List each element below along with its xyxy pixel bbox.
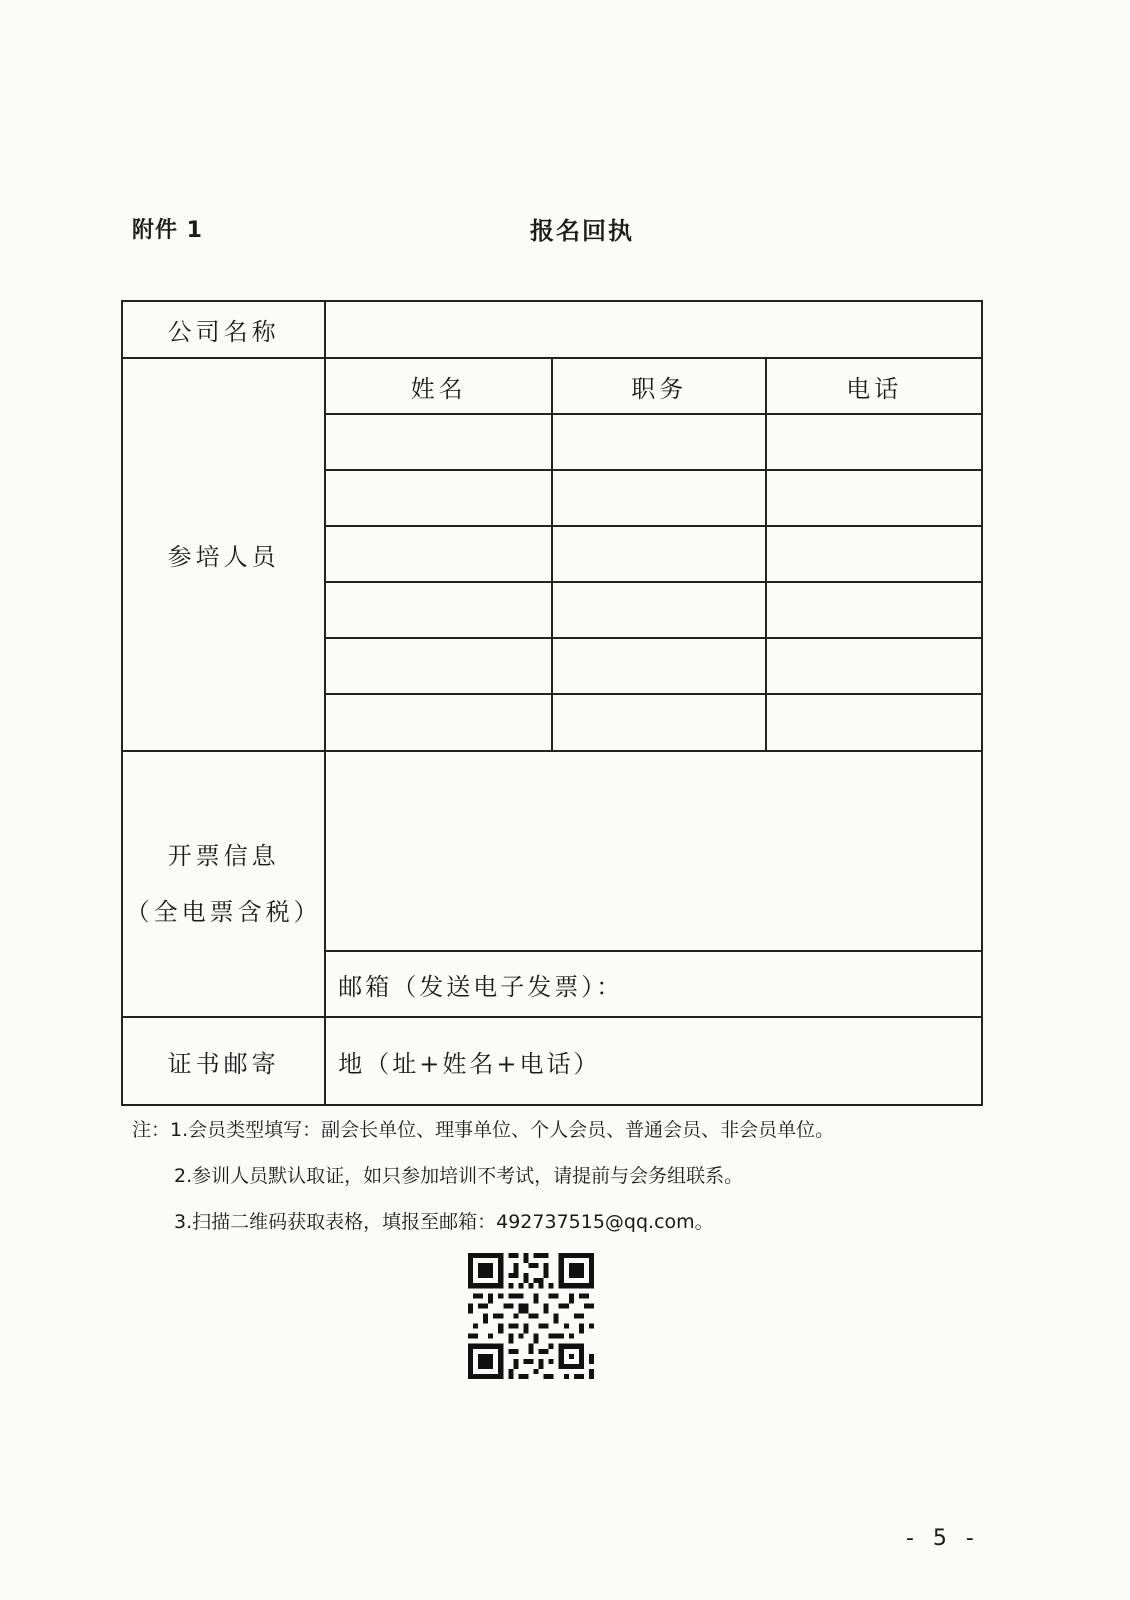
invoice-label-line1: 开票信息: [167, 842, 280, 870]
participant-position-cell[interactable]: [552, 638, 766, 694]
participant-name-cell[interactable]: [325, 414, 552, 470]
participant-name-cell[interactable]: [325, 470, 552, 526]
participant-position-cell[interactable]: [552, 414, 766, 470]
participant-phone-cell[interactable]: [766, 414, 982, 470]
participant-position-cell[interactable]: [552, 694, 766, 751]
company-name-label: 公司名称: [122, 301, 325, 358]
invoice-email-field[interactable]: 邮箱（发送电子发票）：: [325, 951, 982, 1017]
participant-position-cell[interactable]: [552, 582, 766, 638]
column-header-position: 职务: [552, 358, 766, 414]
participant-phone-cell[interactable]: [766, 694, 982, 751]
participant-name-cell[interactable]: [325, 526, 552, 582]
page-number: - 5 -: [906, 1526, 980, 1551]
notes-section: [132, 1115, 1012, 1253]
participant-name-cell[interactable]: [325, 694, 552, 751]
column-header-name: 姓名: [325, 358, 552, 414]
participants-label: 参培人员: [122, 358, 325, 751]
participant-position-cell[interactable]: [552, 470, 766, 526]
participant-phone-cell[interactable]: [766, 582, 982, 638]
certificate-address-field[interactable]: 地（址+姓名+电话）: [325, 1017, 982, 1105]
note-item: 2.参训人员默认取证，如只参加培训不考试，请提前与会务组联系。: [174, 1165, 744, 1187]
certificate-mailing-label: 证书邮寄: [122, 1017, 325, 1105]
participant-phone-cell[interactable]: [766, 470, 982, 526]
participant-phone-cell[interactable]: [766, 638, 982, 694]
participant-position-cell[interactable]: [552, 526, 766, 582]
invoice-info-field[interactable]: [325, 751, 982, 951]
invoice-info-label: [122, 751, 325, 1017]
company-name-field[interactable]: [325, 301, 982, 358]
attachment-label: 附件 1: [132, 218, 203, 243]
document-title: 报名回执: [530, 217, 634, 245]
qr-code-icon: [468, 1253, 594, 1379]
participant-phone-cell[interactable]: [766, 526, 982, 582]
note-item: 3.扫描二维码获取表格，填报至邮箱：492737515@qq.com。: [174, 1211, 714, 1233]
column-header-phone: 电话: [766, 358, 982, 414]
invoice-label-line2: （全电票含税）: [125, 898, 322, 926]
registration-form-table: [121, 300, 983, 1106]
participant-name-cell[interactable]: [325, 638, 552, 694]
note-item: 注：1.会员类型填写：副会长单位、理事单位、个人会员、普通会员、非会员单位。: [132, 1119, 835, 1141]
participant-name-cell[interactable]: [325, 582, 552, 638]
